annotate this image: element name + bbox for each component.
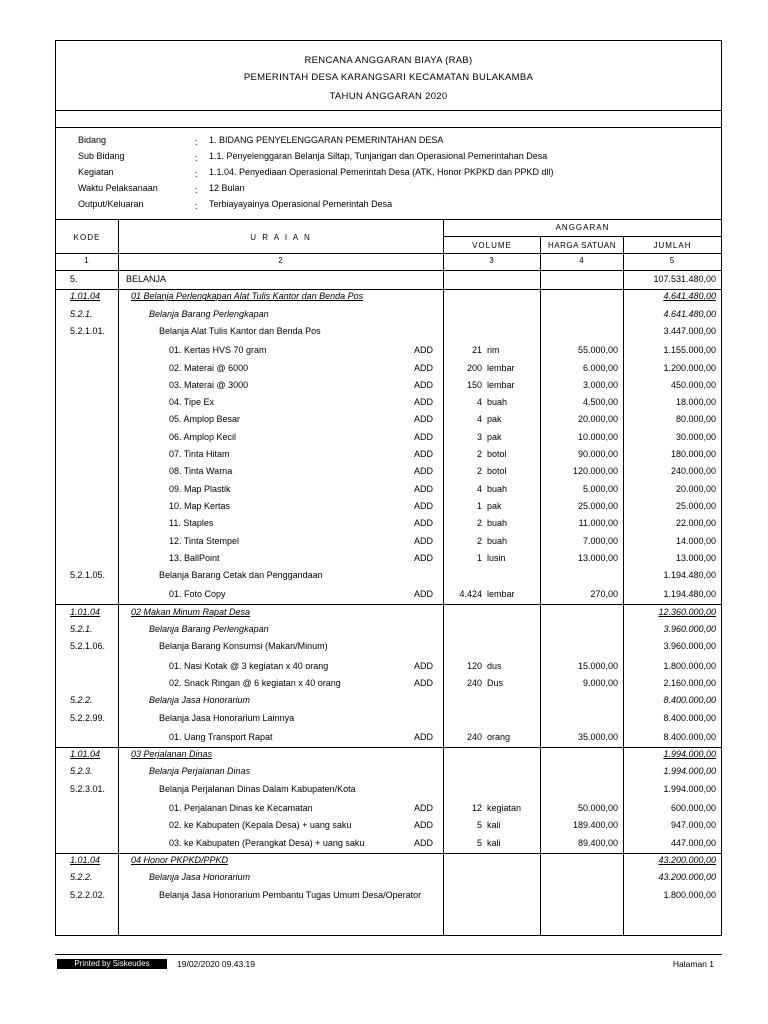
table-row: [56, 887, 721, 904]
info-value: 1.1.04. Penyediaan Operasional Pemerintah Desa (ATK, Honor PKPKD dan PPKD dll): [209, 167, 554, 177]
row-source: ADD: [414, 660, 434, 671]
row-description: Belanja Jasa Honorarium: [149, 872, 251, 883]
page-number: Halaman 1: [672, 959, 714, 969]
row-source: ADD: [414, 820, 434, 831]
row-unit: kali: [487, 820, 501, 831]
row-code: 5.2.1.06.: [70, 641, 106, 652]
row-amount: 4.641.480,00: [663, 291, 716, 302]
row-code: 5.2.3.01.: [70, 783, 106, 794]
table-row-item: [56, 515, 721, 532]
row-unit-price: 10.000,00: [577, 431, 618, 442]
table-row: [56, 306, 721, 323]
row-source: ADD: [414, 589, 434, 600]
row-unit: orang: [487, 731, 511, 742]
row-amount: 1.194.480,00: [663, 570, 716, 581]
row-amount: 3.960.000,00: [663, 641, 716, 652]
row-unit: buah: [487, 518, 508, 529]
row-unit: lembar: [487, 362, 515, 373]
row-quantity: 21: [471, 345, 482, 356]
info-label: Waktu Pelaksanaan: [78, 183, 158, 193]
row-unit-price: 35.000,00: [577, 731, 618, 742]
row-quantity: 240: [466, 677, 482, 688]
row-code: 5.2.1.: [70, 308, 93, 319]
row-description: 01. Nasi Kotak @ 3 kegiatan x 40 orang: [169, 660, 329, 671]
row-amount: 1.800.000,00: [663, 889, 716, 900]
table-row-item: [56, 817, 721, 834]
info-label: Sub Bidang: [78, 151, 125, 161]
row-description: 03 Perjalanan Dinas: [131, 749, 213, 760]
table-row-item: [56, 342, 721, 359]
row-unit: kali: [487, 837, 501, 848]
divider: [56, 110, 721, 111]
row-quantity: 120: [466, 660, 482, 671]
table-row-item: [56, 835, 721, 852]
row-code: 5.: [70, 274, 78, 284]
row-description: 13. BallPoint: [169, 552, 220, 563]
row-description: 03. Materai @ 3000: [169, 379, 249, 390]
table-row-item: [56, 586, 721, 603]
row-unit-price: 3.000,00: [582, 379, 618, 390]
row-source: ADD: [414, 731, 434, 742]
table-row: [56, 763, 721, 780]
row-amount: 25.000,00: [675, 500, 716, 511]
row-source: ADD: [414, 837, 434, 848]
doc-title: RENCANA ANGGARAN BIAYA (RAB): [304, 55, 473, 66]
row-source: ADD: [414, 803, 434, 813]
table-row: [56, 692, 721, 709]
table-row-item: [56, 429, 721, 446]
row-unit-price: 13.000,00: [577, 552, 618, 563]
table-row: [56, 746, 721, 763]
row-source: ADD: [414, 397, 434, 408]
row-quantity: 5: [476, 820, 482, 831]
row-source: ADD: [414, 362, 434, 373]
row-amount: 1.994.000,00: [663, 749, 716, 760]
col-volume-header: VOLUME: [472, 241, 512, 250]
row-quantity: 2: [476, 535, 482, 546]
table-row-item: [56, 411, 721, 428]
row-description: 05. Amplop Besar: [169, 414, 241, 425]
table-row-item: [56, 658, 721, 675]
row-unit: lembar: [487, 379, 515, 390]
row-quantity: 4.424: [459, 589, 482, 600]
row-unit-price: 5.000,00: [582, 483, 618, 494]
row-description: Belanja Jasa Honorarium Lainnya: [159, 712, 295, 723]
row-amount: 3.447.000,00: [663, 325, 716, 336]
row-source: ADD: [414, 449, 434, 459]
row-source: ADD: [414, 345, 434, 356]
row-amount: 43.200.000,00: [658, 854, 716, 865]
col-number-4: 4: [579, 256, 585, 265]
table-row: [56, 288, 721, 305]
row-amount: 240.000,00: [670, 466, 716, 477]
row-quantity: 4: [476, 483, 482, 494]
table-row-item: [56, 729, 721, 746]
col-number-5: 5: [669, 256, 676, 265]
footer-line: [55, 954, 722, 955]
row-unit-price: 6.000,00: [582, 362, 618, 373]
row-description: 08. Tinta Warna: [169, 466, 233, 477]
row-description: Belanja Jasa Honorarium Pembantu Tugas Umum Desa/Operator: [159, 889, 422, 900]
info-value: 1. BIDANG PENYELENGGARAN PEMERINTAHAN DESA: [209, 135, 444, 145]
info-value: 12 Bulan: [209, 183, 245, 193]
col-number-2: 2: [278, 256, 284, 265]
info-colon: :: [195, 153, 198, 163]
table-row-item: [56, 446, 721, 463]
row-quantity: 4: [476, 397, 482, 408]
col-harga-header: HARGA SATUAN: [547, 241, 617, 250]
row-amount: 947.000,00: [670, 820, 716, 831]
row-amount: 30.000,00: [675, 431, 716, 442]
row-amount: 3.960.000,00: [663, 624, 716, 634]
row-source: ADD: [414, 466, 434, 477]
row-amount: 447.000,00: [670, 837, 716, 848]
table-row: [56, 852, 721, 869]
row-unit: rim: [487, 345, 500, 356]
row-description: 02. Snack Ringan @ 6 kegiatan x 40 orang: [169, 677, 341, 688]
row-unit: lusin: [487, 552, 506, 563]
table-row: [56, 781, 721, 798]
row-description: BELANJA: [126, 274, 167, 284]
row-unit-price: 89.400,00: [577, 837, 618, 848]
row-source: ADD: [414, 552, 434, 563]
info-label: Bidang: [78, 135, 107, 145]
row-description: 02. Materai @ 6000: [169, 362, 249, 373]
row-unit: dus: [487, 660, 502, 671]
row-code: 5.2.3.: [70, 766, 93, 777]
row-amount: 1.994.000,00: [663, 783, 716, 794]
row-code: 5.2.1.: [70, 624, 93, 634]
row-amount: 600.000,00: [670, 803, 716, 813]
row-description: 04 Honor PKPKD/PPKD: [131, 854, 229, 865]
row-quantity: 1: [476, 500, 482, 511]
row-unit: buah: [487, 483, 508, 494]
row-description: 01. Kertas HVS 70 gram: [169, 345, 267, 356]
table-row-item: [56, 377, 721, 394]
row-quantity: 1: [476, 552, 482, 563]
table-row: [56, 323, 721, 340]
info-label: Output/Keluaran: [78, 199, 144, 209]
row-source: ADD: [414, 483, 434, 494]
col-uraian-header: U R A I A N: [250, 233, 312, 242]
row-source: ADD: [414, 379, 434, 390]
row-description: 12. Tinta Stempel: [169, 535, 240, 546]
row-amount: 22.000,00: [675, 518, 716, 529]
row-description: 10. Map Kertas: [169, 500, 231, 511]
row-unit-price: 11.000,00: [578, 518, 618, 529]
row-source: ADD: [414, 500, 434, 511]
row-quantity: 2: [476, 518, 482, 529]
row-quantity: 4: [476, 414, 482, 425]
table-row-item: [56, 550, 721, 567]
row-description: 03. ke Kabupaten (Perangkat Desa) + uang saku: [169, 837, 365, 848]
row-source: ADD: [414, 535, 434, 546]
row-amount: 8.400.000,00: [663, 712, 716, 723]
row-description: 11. Staples: [169, 518, 214, 529]
row-unit: pak: [487, 500, 502, 511]
divider: [56, 127, 721, 128]
row-code: 1.01.04: [70, 749, 101, 760]
table-row: [56, 710, 721, 727]
row-unit-price: 120.000,00: [572, 466, 618, 477]
table-row-item: [56, 394, 721, 411]
row-amount: 20.000,00: [675, 483, 716, 494]
row-amount: 180.000,00: [670, 449, 716, 459]
row-code: 1.01.04: [70, 291, 101, 302]
row-amount: 13.000,00: [675, 552, 716, 563]
row-description: Belanja Perjalanan Dinas: [149, 766, 251, 777]
row-description: Belanja Jasa Honorarium: [149, 695, 251, 706]
row-amount: 1.194.480,00: [663, 589, 716, 600]
row-unit-price: 50.000,00: [577, 803, 618, 813]
info-colon: :: [195, 137, 198, 147]
row-description: 07. Tinta Hitam: [169, 449, 230, 459]
row-source: ADD: [414, 677, 434, 688]
row-quantity: 3: [476, 431, 482, 442]
table-row-item: [56, 360, 721, 377]
row-amount: 18.000,00: [675, 397, 716, 408]
row-code: 5.2.2.02.: [70, 889, 106, 900]
row-amount: 1.994.000,00: [663, 766, 716, 777]
row-amount: 2.160.000,00: [663, 677, 716, 688]
row-amount: 1.200.000,00: [663, 362, 716, 373]
row-quantity: 2: [476, 449, 482, 459]
divider: [56, 253, 721, 254]
table-row-item: [56, 481, 721, 498]
doc-year: TAHUN ANGGARAN 2020: [329, 91, 448, 102]
row-description: 02 Makan Minum Rapat Desa: [131, 606, 251, 617]
row-description: Belanja Perjalanan Dinas Dalam Kabupaten/Kota: [159, 783, 356, 794]
table-row: [56, 869, 721, 886]
info-value: Terbiayayainya Operasional Pemerintah Desa: [209, 199, 393, 209]
row-description: 06. Amplop Kecil: [169, 431, 237, 442]
row-unit: botol: [487, 449, 507, 459]
row-code: 5.2.2.99.: [70, 712, 106, 723]
row-quantity: 5: [476, 837, 482, 848]
divider: [444, 236, 721, 237]
row-code: 1.01.04: [70, 854, 101, 865]
row-quantity: 200: [466, 362, 482, 373]
row-amount: 12.360.000,00: [658, 606, 716, 617]
row-amount: 8.400.000,00: [663, 695, 716, 706]
table-row-item: [56, 498, 721, 515]
row-description: 04. Tipe Ex: [169, 397, 215, 408]
table-row-item: [56, 675, 721, 692]
table-row-item: [56, 463, 721, 480]
row-unit: Dus: [487, 677, 504, 688]
row-unit-price: 15.000,00: [577, 660, 618, 671]
row-amount: 107.531.480,00: [653, 274, 716, 284]
info-value: 1.1. Penyelenggaran Belanja Siltap, Tunjangan dan Operasional Pemerintahan Desa: [209, 151, 548, 161]
row-source: ADD: [414, 414, 434, 425]
row-quantity: 2: [476, 466, 482, 477]
row-code: 1.01.04: [70, 606, 101, 617]
col-anggaran-header: ANGGARAN: [555, 223, 610, 232]
divider: [56, 219, 721, 220]
row-description: Belanja Barang Perlengkapan: [149, 308, 269, 319]
table-row: [56, 567, 721, 584]
row-source: ADD: [414, 518, 434, 529]
row-unit-price: 20.000,00: [577, 414, 618, 425]
rab-document: [55, 40, 722, 936]
row-unit: pak: [487, 431, 502, 442]
row-unit: botol: [487, 466, 507, 477]
row-description: Belanja Alat Tulis Kantor dan Benda Pos: [159, 325, 321, 336]
table-row-item: [56, 533, 721, 550]
table-row: [56, 271, 721, 288]
table-row: [56, 621, 721, 638]
col-number-3: 3: [489, 256, 495, 265]
row-amount: 8.400.000,00: [663, 731, 716, 742]
table-row: [56, 638, 721, 655]
row-description: 01. Perjalanan Dinas ke Kecamatan: [169, 803, 313, 813]
row-quantity: 150: [466, 379, 482, 390]
row-description: 09. Map Plastik: [169, 483, 231, 494]
row-unit: pak: [487, 414, 502, 425]
row-unit: kegiatan: [487, 803, 522, 813]
row-unit: lembar: [487, 589, 515, 600]
col-jumlah-header: JUMLAH: [653, 241, 692, 250]
row-description: 01 Belanja Perlengkapan Alat Tulis Kantor dan Benda Pos: [131, 291, 364, 302]
row-code: 5.2.2.: [70, 872, 93, 883]
row-unit-price: 25.000,00: [577, 500, 618, 511]
row-description: Belanja Barang Konsumsi (Makan/Minum): [159, 641, 328, 652]
row-amount: 14.000,00: [675, 535, 716, 546]
row-unit-price: 9.000,00: [582, 677, 618, 688]
col-number-1: 1: [84, 256, 90, 265]
row-description: 01. Foto Copy: [169, 589, 226, 600]
row-quantity: 12: [471, 803, 482, 813]
row-quantity: 240: [466, 731, 482, 742]
info-colon: :: [195, 185, 198, 195]
row-amount: 1.155.000,00: [663, 345, 716, 356]
print-date: 19/02/2020 09.43.19: [177, 959, 255, 969]
row-amount: 1.800.000,00: [663, 660, 716, 671]
info-colon: :: [195, 201, 198, 211]
row-amount: 43.200.000,00: [658, 872, 716, 883]
row-description: 02. ke Kabupaten (Kepala Desa) + uang saku: [169, 820, 352, 831]
row-code: 5.2.1.05.: [70, 570, 106, 581]
col-kode-header: KODE: [73, 233, 101, 242]
row-code: 5.2.1.01.: [70, 325, 106, 336]
row-unit-price: 7.000,00: [582, 535, 618, 546]
row-unit: buah: [487, 535, 508, 546]
row-amount: 450.000,00: [670, 379, 716, 390]
table-row-item: [56, 800, 721, 817]
row-unit: buah: [487, 397, 508, 408]
row-unit-price: 189.400,00: [572, 820, 618, 831]
row-source: ADD: [414, 431, 434, 442]
table-row: [56, 604, 721, 621]
row-unit-price: 55.000,00: [577, 345, 618, 356]
row-unit-price: 4.500,00: [582, 397, 618, 408]
row-amount: 4.641.480,00: [663, 308, 716, 319]
row-unit-price: 90.000,00: [577, 449, 618, 459]
row-unit-price: 270,00: [590, 589, 618, 600]
info-colon: :: [195, 169, 198, 179]
row-code: 5.2.2.: [70, 695, 93, 706]
row-description: Belanja Barang Perlengkapan: [149, 624, 269, 634]
info-label: Kegiatan: [78, 167, 114, 177]
row-amount: 80.000,00: [675, 414, 716, 425]
printed-by-label: Printed by Siskeudes: [57, 959, 167, 969]
row-description: 01. Uang Transport Rapat: [169, 731, 273, 742]
row-description: Belanja Barang Cetak dan Penggandaan: [159, 570, 323, 581]
doc-subtitle: PEMERINTAH DESA KARANGSARI KECAMATAN BULAKAMBA: [243, 72, 534, 83]
